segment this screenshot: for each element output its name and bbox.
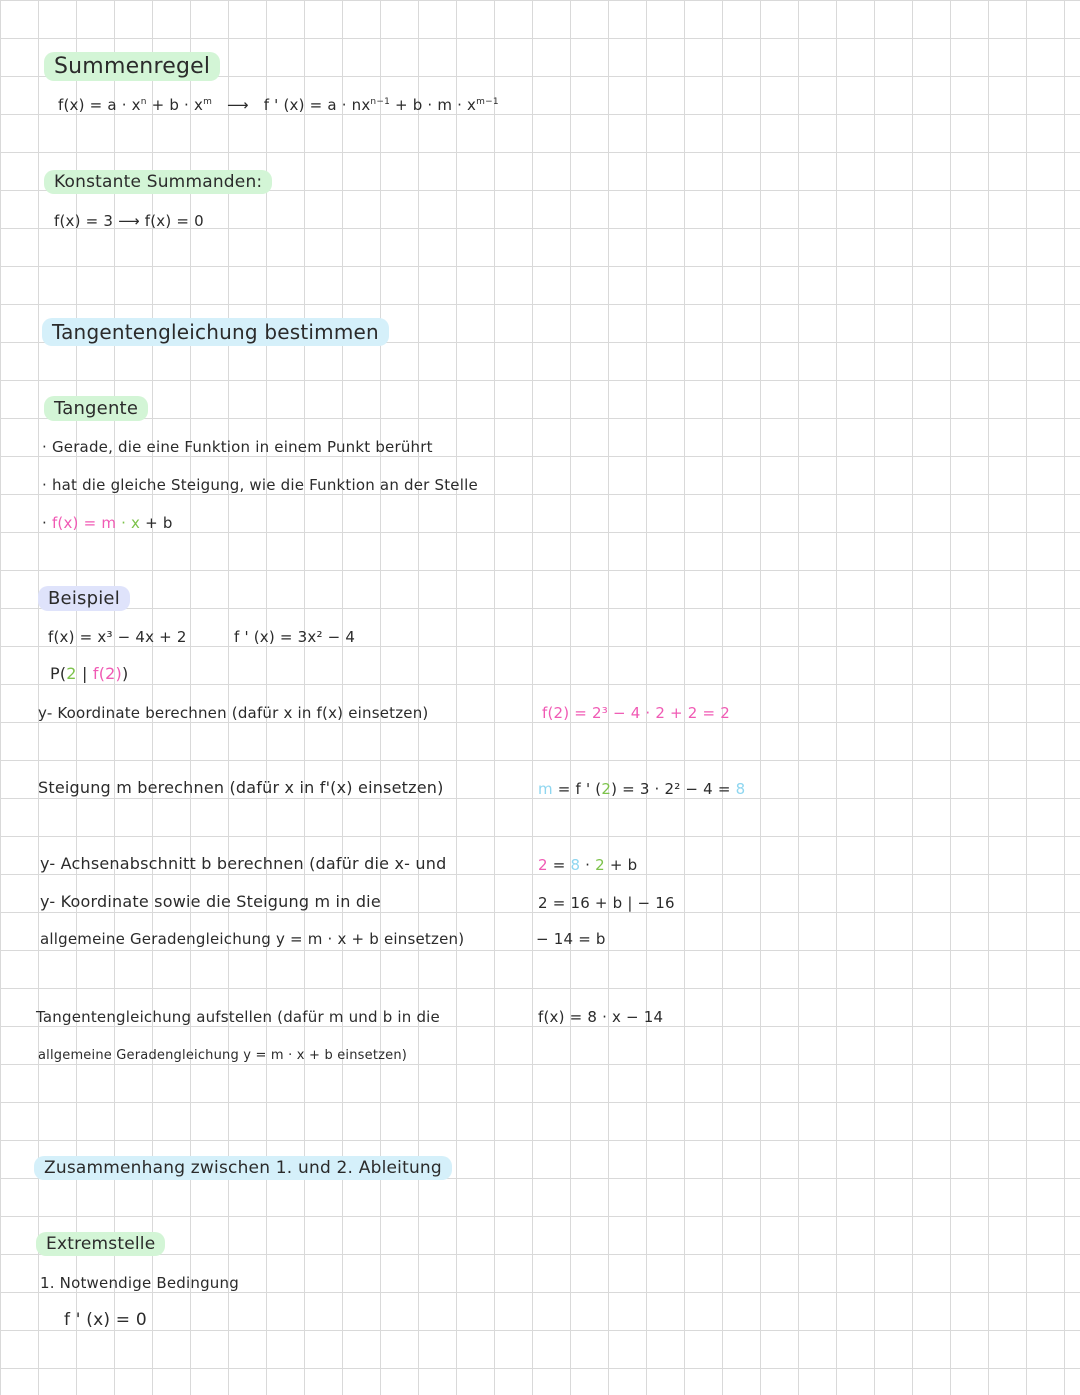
beispiel-function: f(x) = x³ − 4x + 2 xyxy=(48,628,187,646)
step-2-x: 2 xyxy=(601,780,612,798)
extremstelle-condition: 1. Notwendige Bedingung xyxy=(40,1274,239,1292)
step-1-text: y- Koordinate berechnen (dafür x in f(x) einsetzen) xyxy=(38,704,429,722)
step-1-calc: f(2) = 2³ − 4 · 2 + 2 = 2 xyxy=(542,704,730,722)
formula-plus-bm: + b · m · x xyxy=(390,96,477,114)
tangente-point-3: · f(x) = m · x + b xyxy=(42,514,173,532)
step-2-calc xyxy=(538,780,745,798)
beispiel-heading: Beispiel xyxy=(38,586,130,611)
step-4-line-1: Tangentengleichung aufstellen (dafür m und b in die xyxy=(36,1008,440,1026)
arrow: ⟶ xyxy=(227,96,249,114)
step-3-line-3: allgemeine Geradengleichung y = m · x + b einsetzen) xyxy=(40,930,465,948)
tangente-point-2-text: hat die gleiche Steigung, wie die Funktion an der Stelle xyxy=(51,476,478,494)
beispiel-point xyxy=(50,664,128,683)
tangente-x-label: · x xyxy=(116,514,141,532)
exponent-m: m xyxy=(203,97,213,107)
tangentengleichung-heading: Tangentengleichung bestimmen xyxy=(42,318,389,346)
step-2-value: 8 xyxy=(735,780,746,798)
exponent-n-minus-1: n−1 xyxy=(370,97,390,107)
calc-1-m: 8 xyxy=(570,856,581,874)
point-prefix: P( xyxy=(50,664,67,683)
calc-1-y: 2 xyxy=(538,856,548,874)
point-x: 2 xyxy=(66,664,77,683)
tangente-f-label: f(x) = xyxy=(51,514,97,532)
tangente-heading: Tangente xyxy=(44,396,148,421)
step-3-line-1: y- Achsenabschnitt b berechnen (dafür die x- und xyxy=(40,854,447,873)
calc-1-x: 2 xyxy=(595,856,605,874)
formula-left: f(x) = a · x xyxy=(58,96,141,114)
tangente-b-label: + b xyxy=(140,514,173,532)
step-2-mid-1: = f ' ( xyxy=(552,780,602,798)
calc-1-b: + b xyxy=(604,856,638,874)
calc-1-eq: = xyxy=(547,856,571,874)
tangente-m-label: m xyxy=(101,514,117,532)
beispiel-derivative: f ' (x) = 3x² − 4 xyxy=(234,628,356,646)
calc-1-dot: · xyxy=(580,856,596,874)
step-3-line-2: y- Koordinate sowie die Steigung m in die xyxy=(40,892,381,911)
exponent-n: n xyxy=(140,97,147,107)
extremstelle-formula: f ' (x) = 0 xyxy=(64,1310,147,1330)
formula-plus-b: + b · x xyxy=(146,96,204,114)
summenregel-heading: Summenregel xyxy=(44,52,220,81)
konstante-formula: f(x) = 3 ⟶ f(x) = 0 xyxy=(54,212,204,230)
step-3-calc-1 xyxy=(538,856,637,874)
step-3-calc-3: − 14 = b xyxy=(536,930,606,948)
step-2-m: m xyxy=(538,780,553,798)
tangente-point-1: · Gerade, die eine Funktion in einem Punkt berührt xyxy=(42,438,433,456)
step-4-line-2: allgemeine Geradengleichung y = m · x + b einsetzen) xyxy=(38,1048,408,1063)
tangente-point-2: · hat die gleiche Steigung, wie die Funktion an der Stelle xyxy=(42,476,478,494)
point-suffix: ) xyxy=(121,664,129,683)
step-2-text: Steigung m berechnen (dafür x in f'(x) einsetzen) xyxy=(38,778,444,797)
point-y: f(2) xyxy=(92,664,122,683)
formula-right: f ' (x) = a · nx xyxy=(263,96,371,114)
step-2-mid-2: ) = 3 · 2² − 4 = xyxy=(611,780,736,798)
tangent-equation-result: f(x) = 8 · x − 14 xyxy=(538,1008,664,1026)
step-3-calc-2: 2 = 16 + b | − 16 xyxy=(538,894,675,912)
konstante-heading: Konstante Summanden: xyxy=(44,170,272,194)
exponent-m-minus-1: m−1 xyxy=(476,97,499,107)
zusammenhang-heading: Zusammenhang zwischen 1. und 2. Ableitung xyxy=(34,1156,452,1180)
extremstelle-heading: Extremstelle xyxy=(36,1232,165,1256)
summenregel-formula xyxy=(58,96,499,114)
tangente-point-1-text: Gerade, die eine Funktion in einem Punkt berührt xyxy=(51,438,433,456)
point-sep: | xyxy=(76,664,93,683)
